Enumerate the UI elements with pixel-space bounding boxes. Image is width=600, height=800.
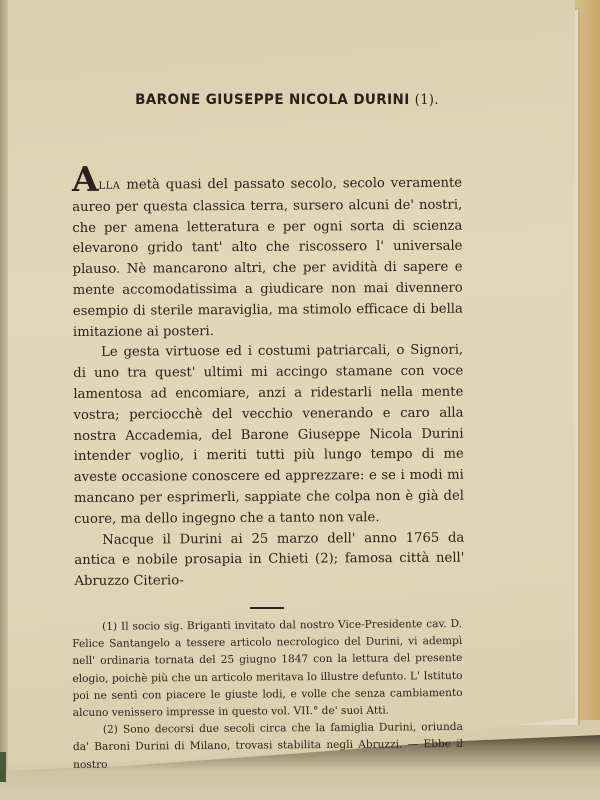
title-text: BARONE GIUSEPPE NICOLA DURINI [135, 91, 410, 109]
paragraph-2: Le gesta virtuose ed i costumi patriarcali, o Signori, di uno tra quest' ultimi mi accingo stamane con voce lamentosa ad encomiare, anzi a ridestarli nella mente vostra; perciocchè del vecchio venerando e caro alla nostra Accademia, del Barone Giuseppe Nicola Durini intender voglio, i meriti tutti più lungo tempo di me aveste occasione conoscere ed apprezzare: e se i modi mi mancano per esprimerli, sappiate che colpa non è già del cuore, ma dello ingegno che a tanto non vale. [73, 342, 465, 527]
footnote-1: (1) Il socio sig. Briganti invitato dal nostro Vice-Presidente cav. D. Felice Santangelo a tessere articolo necrologico del Durini, vi adempì nell' ordinaria tornata del 25 giugno 1847 con la lettura del presente elogio, poichè più che un articolo meritava lo illustre defunto. L' Istituto poi ne sentì con piacere le giuste lodi, e volle che senza cambiamento alcuno venissero impresse in questo vol. VII.° de' suoi Atti. [72, 617, 463, 719]
small-caps-lead: LLA [98, 180, 121, 192]
title-footnote-ref: (1). [414, 92, 439, 109]
footnotes [72, 616, 463, 774]
chapter-title [112, 92, 462, 109]
drop-cap: A [71, 159, 99, 200]
page-text-block [71, 91, 465, 774]
footnote-separator [250, 607, 284, 609]
body-text [71, 159, 465, 593]
footnote-2: (2) Sono decorsi due secoli circa che la famiglia Durini, oriunda da' Baroni Durini di Milano, trovasi stabilita negli Abruzzi. — Ebbe il nostro [72, 721, 464, 771]
paragraph-1 [71, 159, 463, 344]
paragraph-1-text: metà quasi del passato secolo, secolo veramente aureo per questa classica terra, sursero alcuni de' nostri, che per amena letteratura e per ogni sorta di scienza elevarono grido tant' alto che riscossero l' universale plauso. Nè mancarono altri, che per avidità di sapere e mente accomodatissima a giudicare non mai divennero esempio di sterile maraviglia, ma stimolo efficace di bella imitazione ai posteri. [72, 175, 463, 340]
book-gutter [0, 0, 8, 770]
paragraph-3: Nacque il Durini ai 25 marzo dell' anno 1765 da antica e nobile prosapia in Chieti (2); famosa città nell' Abruzzo Citerio- [74, 530, 465, 590]
spine-cloth [0, 752, 6, 782]
